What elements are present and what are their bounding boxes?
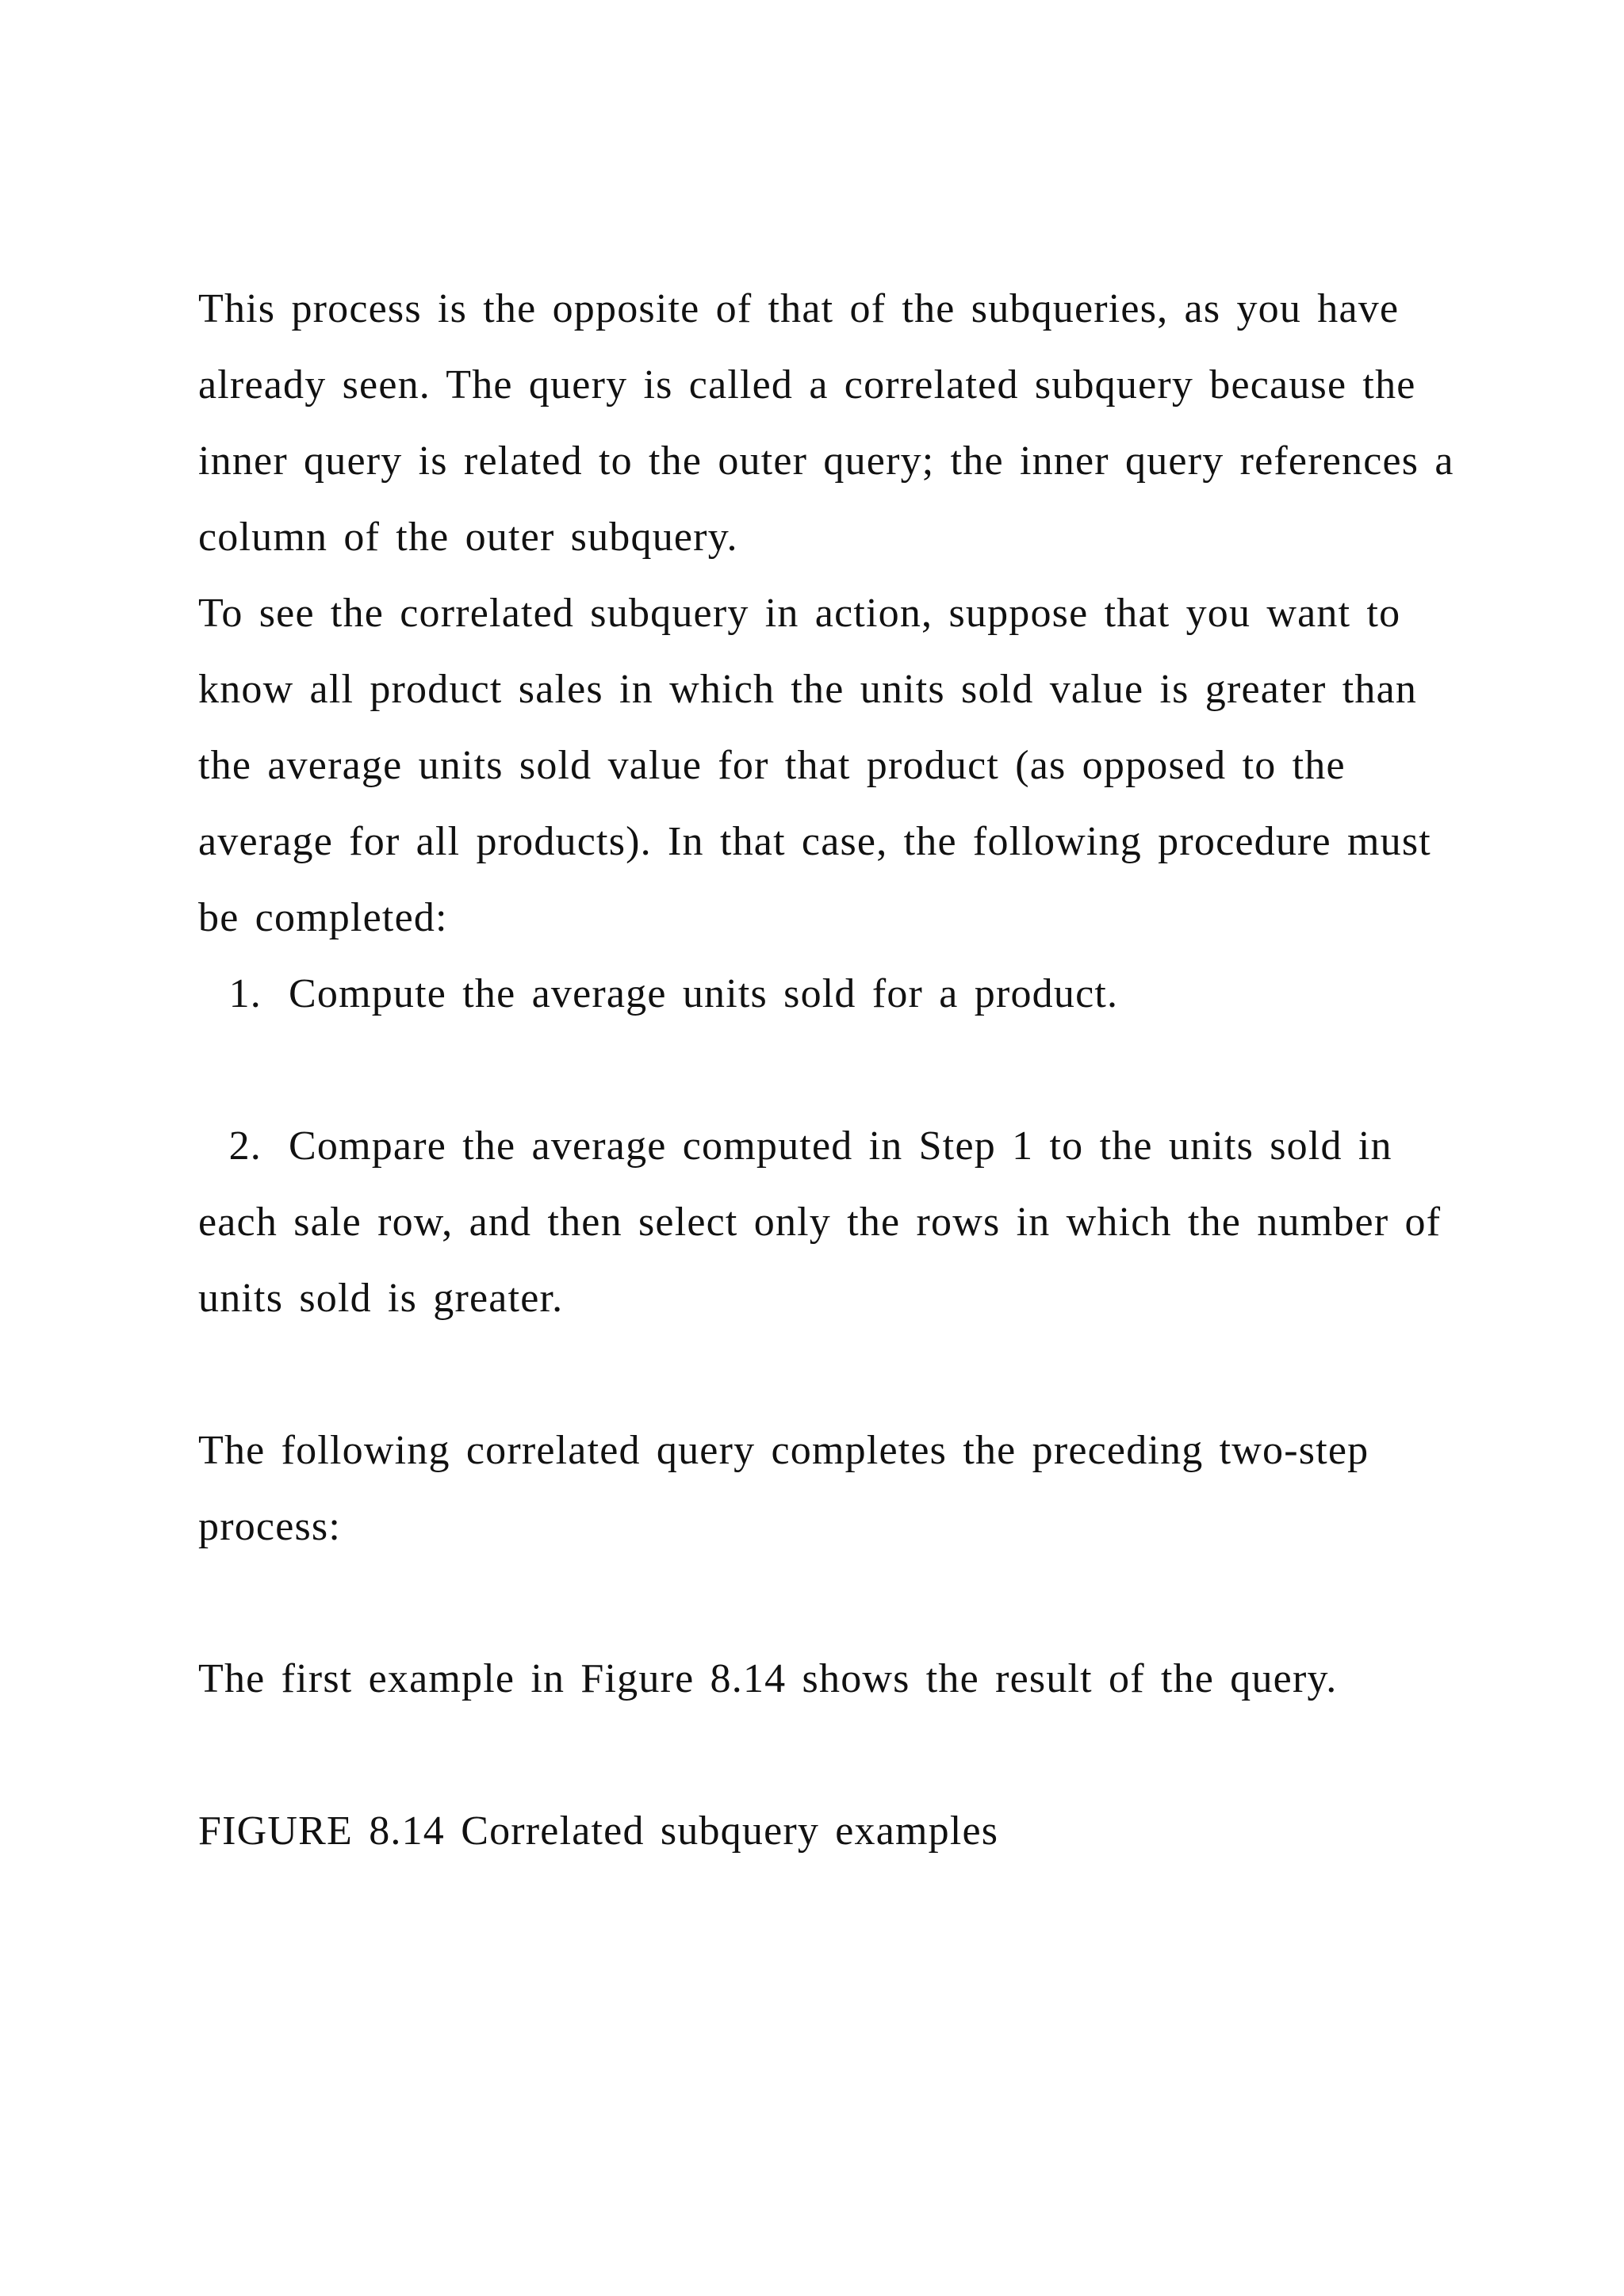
paragraph-correlated-subquery-intro	[198, 271, 1467, 576]
spacer	[198, 1337, 1467, 1413]
paragraph-first-example	[198, 1641, 1467, 1717]
paragraph-text: The following correlated query completes the preceding two-step process:	[198, 1428, 1369, 1549]
spacer	[198, 1032, 1467, 1108]
list-item-number: 1.	[228, 971, 262, 1016]
figure-caption	[198, 1793, 1467, 1869]
spacer	[198, 1717, 1467, 1793]
list-item-step-1	[198, 956, 1467, 1032]
paragraph-text: To see the correlated subquery in action, suppose that you want to know all product sales in which the units sold value is greater than the average units sold value for that product (as opposed to the average for all products). In that case, the following procedure must be completed:	[198, 591, 1431, 940]
list-item-text: Compute the average units sold for a product.	[289, 971, 1119, 1016]
spacer	[198, 1565, 1467, 1641]
paragraph-following-query	[198, 1413, 1467, 1565]
paragraph-text: The first example in Figure 8.14 shows the result of the query.	[198, 1656, 1338, 1701]
paragraph-text: This process is the opposite of that of the subqueries, as you have already seen. The query is called a correlated subquery because the inner query is related to the outer query; the inner query references a column of the outer subquery.	[198, 286, 1454, 560]
paragraph-correlated-subquery-action	[198, 576, 1467, 956]
caption-text: FIGURE 8.14 Correlated subquery examples	[198, 1808, 999, 1854]
list-item-step-2	[198, 1108, 1467, 1337]
list-item-text: Compare the average computed in Step 1 to the units sold in each sale row, and then select only the rows in which the number of units sold is greater.	[198, 1123, 1442, 1321]
list-item-number: 2.	[228, 1123, 262, 1169]
document-body	[198, 271, 1467, 1869]
